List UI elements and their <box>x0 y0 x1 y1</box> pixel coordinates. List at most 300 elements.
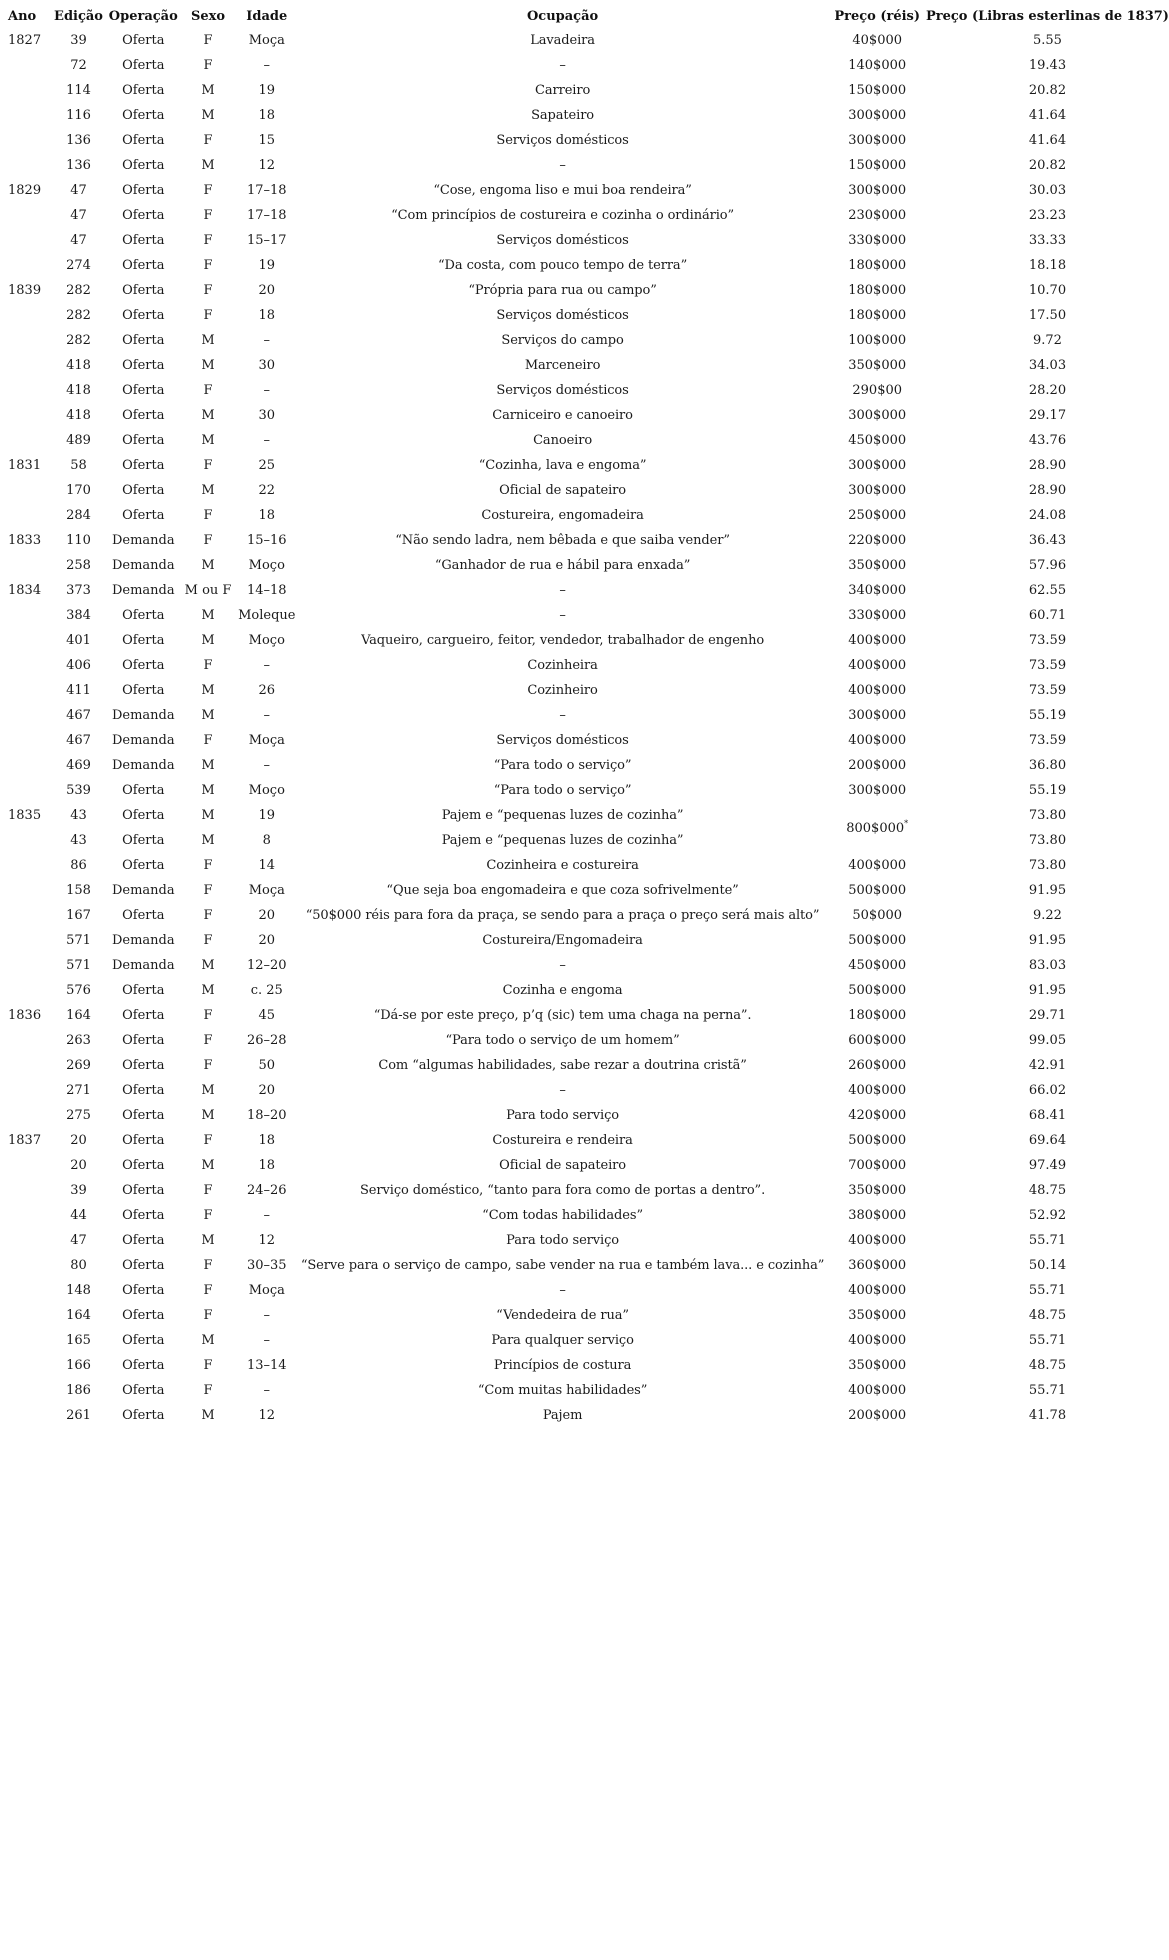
cell-edicao: 20 <box>70 1158 87 1173</box>
cell-preco-reis: 400$000 <box>848 1333 907 1348</box>
cell-idade: 45 <box>258 1008 276 1023</box>
cell-preco-libras: 91.95 <box>1028 933 1067 948</box>
cell-edicao: 275 <box>66 1108 91 1123</box>
cell-sexo: M ou F <box>184 583 232 598</box>
cell-preco-reis: 300$000 <box>848 108 907 123</box>
cell-operacao: Demanda <box>111 758 175 773</box>
cell-idade: 50 <box>258 1058 276 1073</box>
cell-ocupacao: “Cose, engoma liso e mui boa rendeira” <box>433 183 692 198</box>
cell-edicao: 186 <box>66 1383 91 1398</box>
cell-ano <box>6 1378 50 1403</box>
cell-operacao: Oferta <box>122 1283 165 1298</box>
table-row <box>6 1353 1169 1378</box>
cell-operacao: Oferta <box>122 608 165 623</box>
header-row <box>6 4 1169 28</box>
cell-ocupacao: “Serve para o serviço de campo, sabe vender na rua e também lava... e cozinha” <box>300 1258 825 1273</box>
cell-idade: 15 <box>258 133 276 148</box>
table-row <box>6 578 1169 603</box>
cell-preco-reis: 180$000 <box>848 258 907 273</box>
cell-idade: 18–20 <box>246 1108 287 1123</box>
cell-preco-libras: 5.55 <box>1033 33 1062 48</box>
cell-sexo: F <box>203 258 213 273</box>
cell-ano <box>6 678 50 703</box>
cell-preco-reis: 500$000 <box>848 1133 907 1148</box>
cell-preco-reis: 300$000 <box>848 708 907 723</box>
cell-operacao: Oferta <box>122 233 165 248</box>
cell-ano <box>6 53 50 78</box>
cell-sexo: M <box>201 1333 215 1348</box>
cell-sexo: F <box>203 908 213 923</box>
cell-edicao: 406 <box>66 658 91 673</box>
cell-sexo: F <box>203 1033 213 1048</box>
cell-edicao: 20 <box>70 1133 87 1148</box>
cell-edicao: 571 <box>66 933 91 948</box>
table-row <box>6 703 1169 728</box>
cell-edicao: 43 <box>70 808 87 823</box>
cell-preco-libras: 55.19 <box>1028 708 1067 723</box>
cell-preco-reis: 300$000 <box>848 133 907 148</box>
cell-operacao: Oferta <box>122 308 165 323</box>
cell-idade: – <box>263 383 271 398</box>
table-row <box>6 678 1169 703</box>
cell-preco-libras: 48.75 <box>1028 1358 1067 1373</box>
cell-operacao: Oferta <box>122 858 165 873</box>
cell-preco-reis: 40$000 <box>852 33 903 48</box>
cell-edicao: 258 <box>66 558 91 573</box>
cell-ocupacao: Cozinha e engoma <box>502 983 623 998</box>
table-row <box>6 1178 1169 1203</box>
cell-preco-reis: 420$000 <box>848 1108 907 1123</box>
cell-ocupacao: Serviços domésticos <box>496 133 629 148</box>
cell-preco-libras: 73.59 <box>1028 683 1067 698</box>
cell-sexo: F <box>203 33 213 48</box>
cell-edicao: 166 <box>66 1358 91 1373</box>
cell-ocupacao: Serviços domésticos <box>496 733 629 748</box>
cell-ano <box>6 103 50 128</box>
cell-sexo: F <box>203 508 213 523</box>
cell-preco-libras: 60.71 <box>1028 608 1067 623</box>
table-row <box>6 228 1169 253</box>
cell-sexo: M <box>201 708 215 723</box>
cell-operacao: Oferta <box>122 158 165 173</box>
cell-preco-libras: 42.91 <box>1028 1058 1067 1073</box>
table-row <box>6 1003 1169 1028</box>
cell-edicao: 44 <box>70 1208 87 1223</box>
cell-idade: 17–18 <box>246 208 287 223</box>
cell-ano <box>6 628 50 653</box>
cell-ano <box>6 353 50 378</box>
cell-sexo: M <box>201 1233 215 1248</box>
table-row <box>6 278 1169 303</box>
cell-idade: 12 <box>258 1408 276 1423</box>
cell-edicao: 47 <box>70 208 87 223</box>
cell-sexo: M <box>201 958 215 973</box>
cell-ano: 1835 <box>8 808 42 823</box>
cell-sexo: F <box>203 1008 213 1023</box>
cell-ocupacao: “Cozinha, lava e engoma” <box>478 458 647 473</box>
cell-sexo: F <box>203 283 213 298</box>
cell-preco-libras: 48.75 <box>1028 1183 1067 1198</box>
header-sexo: Sexo <box>190 8 226 24</box>
cell-ano <box>6 653 50 678</box>
cell-operacao: Oferta <box>122 83 165 98</box>
cell-idade: 20 <box>258 933 276 948</box>
cell-sexo: F <box>203 733 213 748</box>
cell-sexo: M <box>201 1108 215 1123</box>
price-value: 800$000 <box>846 820 905 836</box>
cell-ano: 1837 <box>8 1133 42 1148</box>
cell-idade: – <box>263 658 271 673</box>
cell-preco-libras: 91.95 <box>1028 883 1067 898</box>
cell-ocupacao: Costureira e rendeira <box>492 1133 633 1148</box>
cell-operacao: Oferta <box>122 1033 165 1048</box>
cell-edicao: 86 <box>70 858 87 873</box>
cell-ano <box>6 878 50 903</box>
cell-edicao: 47 <box>70 183 87 198</box>
cell-sexo: F <box>203 58 213 73</box>
cell-edicao: 58 <box>70 458 87 473</box>
cell-preco-libras: 69.64 <box>1028 1133 1067 1148</box>
cell-sexo: M <box>201 433 215 448</box>
cell-edicao: 539 <box>66 783 91 798</box>
cell-preco-libras: 91.95 <box>1028 983 1067 998</box>
cell-operacao: Demanda <box>111 583 175 598</box>
cell-edicao: 110 <box>66 533 91 548</box>
cell-operacao: Demanda <box>111 933 175 948</box>
cell-operacao: Oferta <box>122 1008 165 1023</box>
cell-ano <box>6 703 50 728</box>
cell-ocupacao: Serviço doméstico, “tanto para fora como de portas a dentro”. <box>360 1183 766 1198</box>
table-row <box>6 653 1169 678</box>
cell-edicao: 116 <box>66 108 91 123</box>
cell-operacao: Oferta <box>122 1108 165 1123</box>
cell-ano: 1834 <box>8 583 42 598</box>
table-row <box>6 53 1169 78</box>
cell-edicao: 47 <box>70 233 87 248</box>
table-row <box>6 203 1169 228</box>
cell-sexo: F <box>203 533 213 548</box>
cell-preco-reis: 330$000 <box>848 233 907 248</box>
table-row <box>6 403 1169 428</box>
cell-preco-reis: 350$000 <box>848 1183 907 1198</box>
table-row <box>6 1278 1169 1303</box>
cell-idade: – <box>263 1308 271 1323</box>
cell-sexo: F <box>203 308 213 323</box>
cell-edicao: 39 <box>70 33 87 48</box>
cell-idade: 17–18 <box>246 183 287 198</box>
cell-ano <box>6 1253 50 1278</box>
cell-idade: – <box>263 708 271 723</box>
cell-edicao: 373 <box>66 583 91 598</box>
cell-preco-libras: 73.59 <box>1028 733 1067 748</box>
cell-preco-libras: 34.03 <box>1028 358 1067 373</box>
cell-preco-reis <box>828 803 926 853</box>
cell-preco-libras: 36.80 <box>1028 758 1067 773</box>
cell-edicao: 158 <box>66 883 91 898</box>
cell-idade: 24–26 <box>246 1183 287 1198</box>
cell-ocupacao: – <box>559 608 566 623</box>
cell-ocupacao: Para todo serviço <box>506 1233 619 1248</box>
cell-ano <box>6 1028 50 1053</box>
cell-preco-libras: 18.18 <box>1028 258 1067 273</box>
table-header <box>6 4 1169 28</box>
cell-operacao: Demanda <box>111 883 175 898</box>
cell-preco-reis: 400$000 <box>848 733 907 748</box>
cell-sexo: F <box>203 233 213 248</box>
cell-preco-libras: 97.49 <box>1028 1158 1067 1173</box>
cell-idade: 20 <box>258 908 276 923</box>
cell-ocupacao: – <box>559 158 566 173</box>
table-row <box>6 153 1169 178</box>
cell-ocupacao: Para qualquer serviço <box>491 1333 634 1348</box>
cell-operacao: Oferta <box>122 1158 165 1173</box>
cell-preco-libras: 30.03 <box>1028 183 1067 198</box>
cell-sexo: M <box>201 333 215 348</box>
cell-edicao: 164 <box>66 1008 91 1023</box>
cell-preco-reis: 350$000 <box>848 358 907 373</box>
cell-edicao: 282 <box>66 308 91 323</box>
cell-ocupacao: “Própria para rua ou campo” <box>468 283 657 298</box>
cell-ano: 1833 <box>8 533 42 548</box>
cell-idade: 8 <box>262 833 271 848</box>
cell-ocupacao: – <box>559 58 566 73</box>
cell-sexo: F <box>203 1308 213 1323</box>
table-row <box>6 1403 1169 1428</box>
cell-operacao: Oferta <box>122 408 165 423</box>
table-row <box>6 878 1169 903</box>
cell-ano <box>6 128 50 153</box>
cell-ocupacao: Oficial de sapateiro <box>499 483 627 498</box>
cell-ano <box>6 478 50 503</box>
cell-preco-libras: 24.08 <box>1028 508 1067 523</box>
cell-preco-reis: 50$000 <box>852 908 903 923</box>
cell-ocupacao: – <box>559 1283 566 1298</box>
cell-ocupacao: “Que seja boa engomadeira e que coza sofrivelmente” <box>386 883 739 898</box>
cell-ocupacao: “Com muitas habilidades” <box>477 1383 648 1398</box>
cell-edicao: 401 <box>66 633 91 648</box>
cell-preco-reis: 250$000 <box>848 508 907 523</box>
table-row <box>6 178 1169 203</box>
cell-ano <box>6 778 50 803</box>
header-ocupacao: Ocupação <box>526 8 599 24</box>
cell-ano <box>6 1353 50 1378</box>
cell-edicao: 167 <box>66 908 91 923</box>
cell-preco-libras: 28.20 <box>1028 383 1067 398</box>
cell-idade: 20 <box>258 1083 276 1098</box>
cell-edicao: 47 <box>70 1233 87 1248</box>
cell-idade: – <box>263 1333 271 1348</box>
table-row <box>6 953 1169 978</box>
cell-edicao: 418 <box>66 358 91 373</box>
cell-sexo: M <box>201 1158 215 1173</box>
cell-edicao: 469 <box>66 758 91 773</box>
cell-preco-libras: 17.50 <box>1028 308 1067 323</box>
cell-ocupacao: Canoeiro <box>533 433 593 448</box>
cell-ocupacao: – <box>559 1083 566 1098</box>
cell-ocupacao: “Da costa, com pouco tempo de terra” <box>438 258 688 273</box>
cell-ocupacao: Serviços domésticos <box>496 233 629 248</box>
cell-sexo: M <box>201 758 215 773</box>
cell-preco-libras: 9.72 <box>1033 333 1062 348</box>
cell-idade: Moço <box>248 783 285 798</box>
cell-preco-libras: 28.90 <box>1028 483 1067 498</box>
cell-operacao: Oferta <box>122 208 165 223</box>
cell-preco-reis: 380$000 <box>848 1208 907 1223</box>
cell-ano <box>6 603 50 628</box>
table-row <box>6 1378 1169 1403</box>
table-row <box>6 1203 1169 1228</box>
table-row <box>6 428 1169 453</box>
cell-ocupacao: “Dá-se por este preço, p’q (sic) tem uma chaga na perna”. <box>373 1008 752 1023</box>
slave-price-table <box>6 4 1169 1428</box>
table-body <box>6 28 1169 1428</box>
cell-idade: 14–18 <box>246 583 287 598</box>
cell-sexo: F <box>203 1358 213 1373</box>
cell-ocupacao: “Não sendo ladra, nem bêbada e que saiba vender” <box>395 533 730 548</box>
cell-idade: Moço <box>248 558 285 573</box>
cell-sexo: M <box>201 558 215 573</box>
cell-operacao: Oferta <box>122 1133 165 1148</box>
cell-idade: 26–28 <box>246 1033 287 1048</box>
cell-ano <box>6 378 50 403</box>
cell-preco-reis: 400$000 <box>848 1283 907 1298</box>
cell-operacao: Demanda <box>111 958 175 973</box>
cell-ano <box>6 1053 50 1078</box>
cell-edicao: 114 <box>66 83 91 98</box>
table-row <box>6 1303 1169 1328</box>
cell-edicao: 263 <box>66 1033 91 1048</box>
cell-preco-libras: 83.03 <box>1028 958 1067 973</box>
cell-operacao: Oferta <box>122 183 165 198</box>
table-row <box>6 628 1169 653</box>
cell-ocupacao: “50$000 réis para fora da praça, se sendo para a praça o preço será mais alto” <box>305 908 820 923</box>
footnote-mark: * <box>904 818 909 828</box>
cell-idade: 15–16 <box>246 533 287 548</box>
table-row <box>6 1028 1169 1053</box>
cell-sexo: F <box>203 458 213 473</box>
cell-idade: 20 <box>258 283 276 298</box>
cell-operacao: Oferta <box>122 1383 165 1398</box>
cell-idade: 18 <box>258 508 276 523</box>
cell-idade: 25 <box>258 458 276 473</box>
table-row <box>6 253 1169 278</box>
cell-idade: 18 <box>258 1158 276 1173</box>
cell-ocupacao: Cozinheira <box>527 658 598 673</box>
cell-ano: 1827 <box>8 33 42 48</box>
cell-preco-libras: 73.80 <box>1028 808 1067 823</box>
cell-edicao: 411 <box>66 683 91 698</box>
cell-ano: 1831 <box>8 458 42 473</box>
cell-edicao: 72 <box>70 58 87 73</box>
table-row <box>6 903 1169 928</box>
cell-operacao: Oferta <box>122 983 165 998</box>
cell-preco-libras: 73.59 <box>1028 658 1067 673</box>
cell-preco-reis: 400$000 <box>848 1083 907 1098</box>
cell-operacao: Oferta <box>122 1333 165 1348</box>
cell-preco-reis: 150$000 <box>848 158 907 173</box>
cell-ocupacao: Pajem e “pequenas luzes de cozinha” <box>441 833 684 848</box>
cell-idade: Moça <box>248 883 285 898</box>
cell-idade: 19 <box>258 258 276 273</box>
cell-operacao: Oferta <box>122 108 165 123</box>
cell-ano <box>6 1228 50 1253</box>
cell-ocupacao: “Com todas habilidades” <box>482 1208 643 1223</box>
cell-idade: 26 <box>258 683 276 698</box>
cell-edicao: 43 <box>70 833 87 848</box>
cell-preco-libras: 19.43 <box>1028 58 1067 73</box>
cell-operacao: Demanda <box>111 533 175 548</box>
cell-preco-libras: 10.70 <box>1028 283 1067 298</box>
cell-edicao: 148 <box>66 1283 91 1298</box>
cell-ano <box>6 753 50 778</box>
cell-sexo: F <box>203 1258 213 1273</box>
cell-edicao: 39 <box>70 1183 87 1198</box>
cell-ocupacao: “Vendedeira de rua” <box>496 1308 629 1323</box>
cell-sexo: F <box>203 1058 213 1073</box>
cell-preco-libras: 55.71 <box>1028 1383 1067 1398</box>
cell-preco-libras: 73.80 <box>1028 833 1067 848</box>
cell-edicao: 164 <box>66 1308 91 1323</box>
cell-sexo: F <box>203 1183 213 1198</box>
cell-preco-reis: 200$000 <box>848 758 907 773</box>
cell-edicao: 418 <box>66 383 91 398</box>
cell-sexo: F <box>203 383 213 398</box>
table-row <box>6 1153 1169 1178</box>
table-row <box>6 28 1169 53</box>
cell-preco-reis: 700$000 <box>848 1158 907 1173</box>
cell-ano <box>6 978 50 1003</box>
cell-operacao: Demanda <box>111 708 175 723</box>
cell-preco-libras: 41.78 <box>1028 1408 1067 1423</box>
cell-sexo: F <box>203 1208 213 1223</box>
cell-ano <box>6 903 50 928</box>
cell-ocupacao: Costureira/Engomadeira <box>482 933 643 948</box>
cell-operacao: Oferta <box>122 1183 165 1198</box>
cell-sexo: F <box>203 883 213 898</box>
cell-preco-reis: 260$000 <box>848 1058 907 1073</box>
cell-sexo: M <box>201 108 215 123</box>
cell-operacao: Oferta <box>122 133 165 148</box>
cell-idade: – <box>263 433 271 448</box>
cell-operacao: Oferta <box>122 333 165 348</box>
cell-idade: – <box>263 333 271 348</box>
cell-ocupacao: “Para todo o serviço” <box>493 783 632 798</box>
cell-ano <box>6 1153 50 1178</box>
cell-preco-reis: 450$000 <box>848 958 907 973</box>
cell-preco-reis: 290$00 <box>852 383 903 398</box>
cell-preco-reis: 200$000 <box>848 1408 907 1423</box>
cell-edicao: 489 <box>66 433 91 448</box>
table-row <box>6 328 1169 353</box>
cell-sexo: M <box>201 608 215 623</box>
cell-preco-reis: 350$000 <box>848 1308 907 1323</box>
cell-idade: 14 <box>258 858 276 873</box>
cell-preco-reis: 100$000 <box>848 333 907 348</box>
cell-ocupacao: – <box>559 583 566 598</box>
table-row <box>6 1128 1169 1153</box>
cell-operacao: Oferta <box>122 1058 165 1073</box>
cell-ocupacao: Carreiro <box>534 83 591 98</box>
cell-operacao: Oferta <box>122 683 165 698</box>
cell-operacao: Oferta <box>122 1308 165 1323</box>
cell-preco-libras: 66.02 <box>1028 1083 1067 1098</box>
cell-idade: 30 <box>258 408 276 423</box>
cell-operacao: Oferta <box>122 658 165 673</box>
cell-ocupacao: Pajem e “pequenas luzes de cozinha” <box>441 808 684 823</box>
cell-ocupacao: Serviços do campo <box>501 333 624 348</box>
cell-preco-reis: 180$000 <box>848 1008 907 1023</box>
cell-ano <box>6 78 50 103</box>
